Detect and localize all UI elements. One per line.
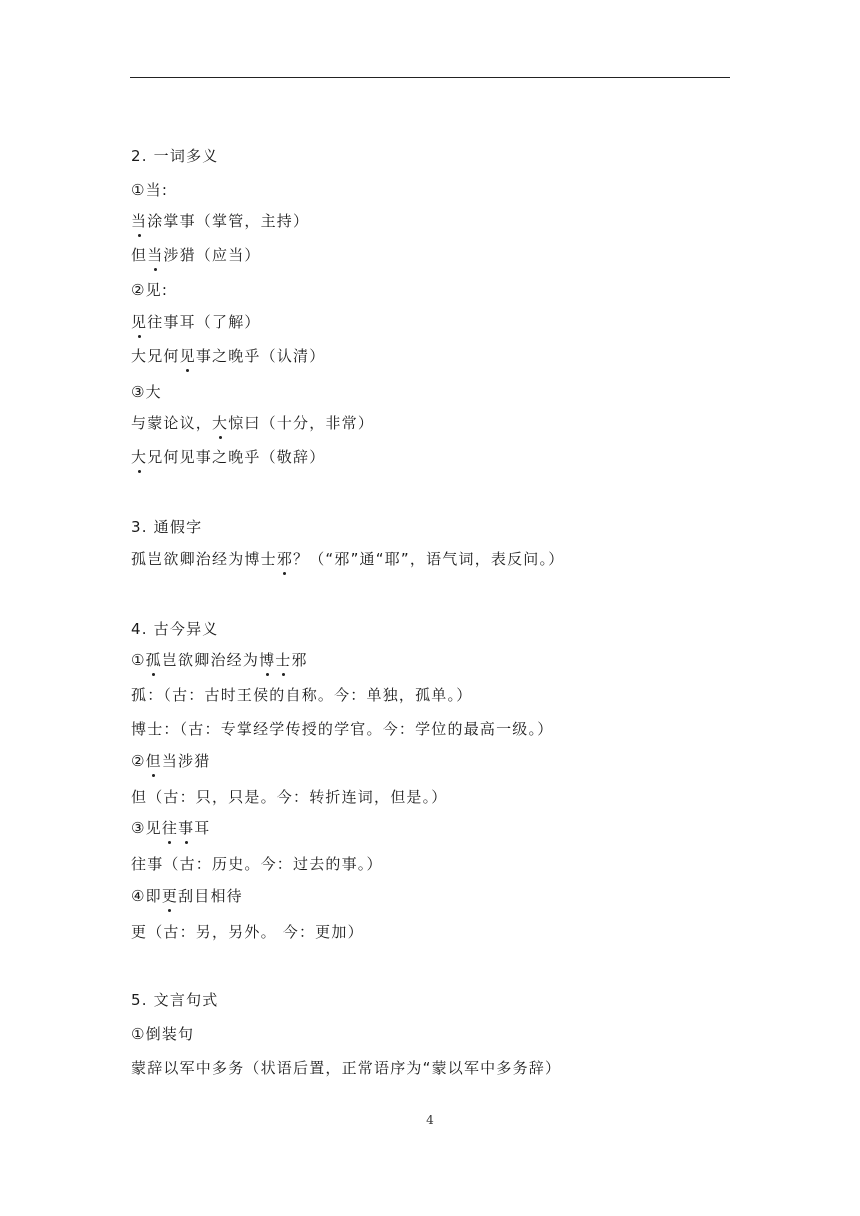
example-line: ①孤岂欲卿治经为博士邪 xyxy=(131,651,308,669)
example-line: 当涂掌事（掌管，主持） xyxy=(131,212,310,230)
emphasis-char: 邪 xyxy=(276,550,294,568)
explanation-line: 但（古：只，只是。今：转折连词，但是。） xyxy=(131,788,448,806)
section-heading-loan-characters: 3. 通假字 xyxy=(131,518,203,536)
emphasis-char: 士 xyxy=(275,651,292,669)
explanation-line: 往事（古：历史。今：过去的事。） xyxy=(131,855,383,873)
section-heading-sentence-patterns: 5. 文言句式 xyxy=(131,991,219,1009)
page-number: 4 xyxy=(426,1113,434,1127)
example-line: 蒙辞以军中多务（状语后置，正常语序为“蒙以军中多务辞） xyxy=(131,1059,562,1077)
explanation-line: 孤：（古：古时王侯的自称。今：单独，孤单。） xyxy=(131,686,473,704)
section-heading-polysemy: 2. 一词多义 xyxy=(131,147,219,165)
header-rule xyxy=(130,77,730,78)
example-line: 但当涉猎（应当） xyxy=(131,246,261,264)
emphasis-char: 博 xyxy=(259,651,276,669)
subheading-dang: ①当: xyxy=(131,181,169,199)
explanation-line: 博士：（古：专掌经学传授的学官。今：学位的最高一级。） xyxy=(131,720,554,738)
subheading-jian: ②见: xyxy=(131,281,169,299)
emphasis-char: 当 xyxy=(147,246,164,264)
subheading-da: ③大 xyxy=(131,383,162,401)
emphasis-char: 孤 xyxy=(145,651,162,669)
explanation-line: 更（古：另，另外。 今：更加） xyxy=(131,923,364,941)
example-line: ②但当涉猎 xyxy=(131,752,211,770)
emphasis-char: 当 xyxy=(131,212,148,230)
emphasis-char: 大 xyxy=(131,448,148,466)
section-heading-ancient-modern: 4. 古今异义 xyxy=(131,620,219,638)
emphasis-char: 见 xyxy=(131,313,148,331)
emphasis-char: 见 xyxy=(179,347,196,365)
emphasis-char: 大 xyxy=(212,414,229,432)
emphasis-char: 事 xyxy=(178,819,195,837)
example-line: 大兄何见事之晚乎（敬辞） xyxy=(131,448,326,466)
emphasis-char: 往 xyxy=(161,819,179,837)
example-line: ③见往事耳 xyxy=(131,819,211,837)
example-line: 孤岂欲卿治经为博士邪？（“邪”通“耶”，语气词，表反问。） xyxy=(131,550,565,568)
example-line: ④即更刮目相待 xyxy=(131,887,243,905)
emphasis-char: 但 xyxy=(145,752,162,770)
subheading-inversion: ①倒装句 xyxy=(131,1025,195,1043)
emphasis-char: 更 xyxy=(161,887,179,905)
example-line: 见往事耳（了解） xyxy=(131,313,261,331)
example-line: 大兄何见事之晚乎（认清） xyxy=(131,347,326,365)
example-line: 与蒙论议，大惊曰（十分，非常） xyxy=(131,414,375,432)
